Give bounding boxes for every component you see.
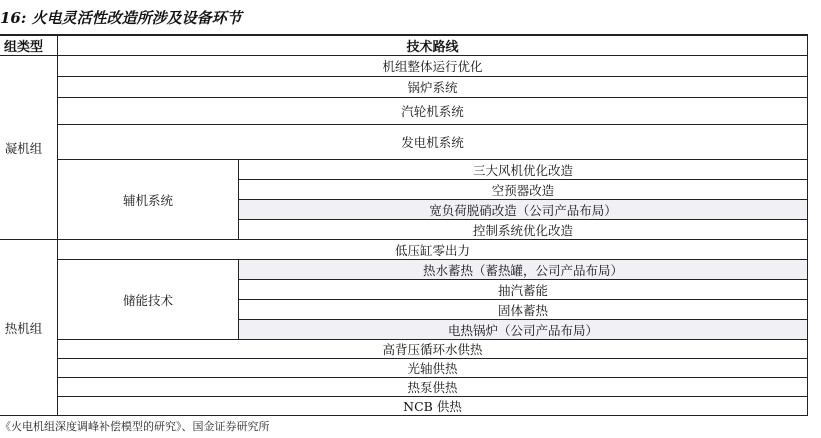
aux-item-air-preheater: 空预器改造	[239, 180, 808, 200]
group2-label-text: 热机组	[4, 320, 43, 336]
row-boiler-system: 锅炉系统	[58, 77, 808, 98]
storage-item-hot-water: 热水蓄热（蓄热罐，公司产品布局）	[239, 260, 808, 280]
row-overall-optimization: 机组整体运行优化	[58, 56, 808, 77]
group2-label	[0, 240, 58, 416]
row-lp-cylinder-zero-output: 低压缸零出力	[58, 240, 808, 260]
group1-label	[0, 56, 58, 240]
header-type-text: 组类型	[3, 40, 43, 55]
storage-item-electric-boiler: 电热锅炉（公司产品布局）	[239, 320, 808, 340]
equipment-table	[0, 34, 808, 416]
source-note: 《火电机组深度调峰补偿模型的研究》、国金证券研究所	[0, 420, 270, 433]
aux-system-label: 辅机系统	[58, 160, 239, 240]
group1-label-text: 凝机组	[4, 140, 43, 156]
storage-tech-label: 储能技术	[58, 260, 239, 340]
row-turbine-system: 汽轮机系统	[58, 98, 808, 125]
storage-item-extraction: 抽汽蓄能	[239, 280, 808, 300]
row-heat-pump: 热泵供热	[58, 378, 808, 397]
row-ncb-heating: NCB 供热	[58, 397, 808, 416]
row-generator-system: 发电机系统	[58, 125, 808, 160]
row-optical-shaft: 光轴供热	[58, 359, 808, 378]
aux-item-denitration: 宽负荷脱硝改造（公司产品布局）	[239, 200, 808, 220]
header-type	[0, 36, 58, 56]
aux-item-fans: 三大风机优化改造	[239, 160, 808, 180]
storage-item-solid: 固体蓄热	[239, 300, 808, 320]
row-high-back-pressure: 高背压循环水供热	[58, 340, 808, 359]
figure-title: 16: 火电灵活性改造所涉及设备环节	[0, 9, 242, 27]
aux-item-control-system: 控制系统优化改造	[239, 220, 808, 240]
header-route: 技术路线	[58, 36, 808, 56]
